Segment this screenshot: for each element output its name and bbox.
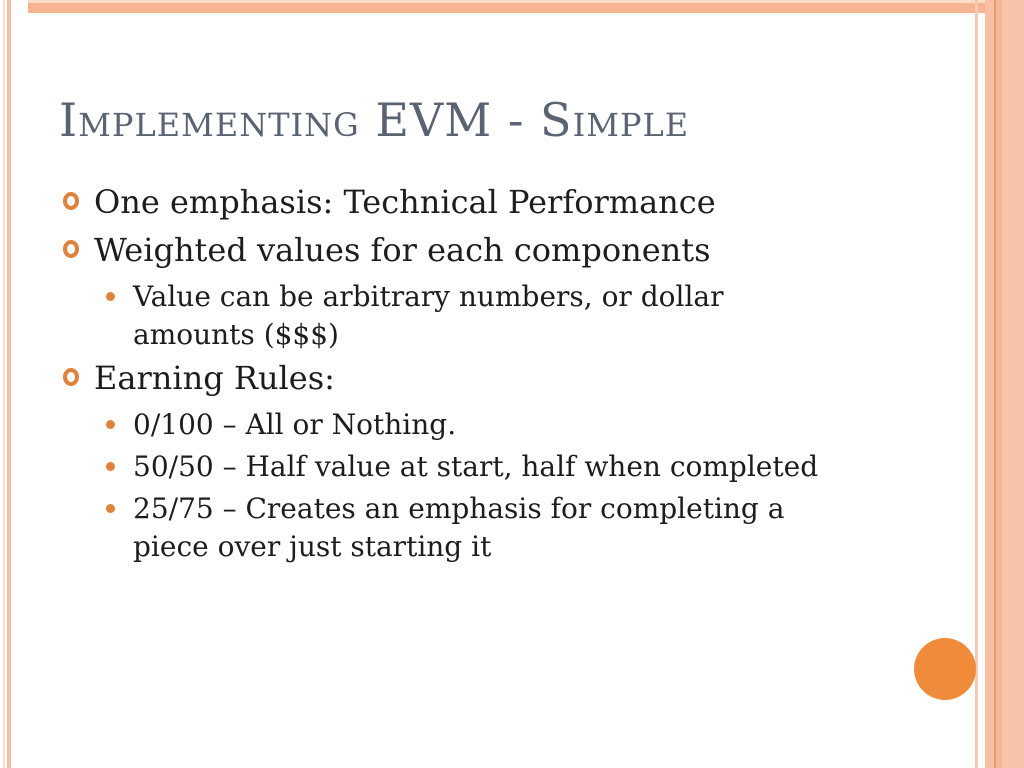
dot-bullet-icon bbox=[106, 462, 115, 471]
ring-bullet-icon bbox=[63, 368, 79, 386]
top-border-bar bbox=[28, 0, 986, 13]
bullet-item bbox=[60, 358, 860, 398]
bullet-text: 50/50 – Half value at start, half when completed bbox=[133, 450, 819, 483]
slide-title: Implementing EVM - Simple bbox=[59, 93, 690, 147]
bullet-item bbox=[60, 230, 860, 270]
bullet-item bbox=[60, 182, 860, 222]
dot-bullet-icon bbox=[106, 292, 115, 301]
bullet-item bbox=[60, 406, 860, 444]
right-stripe-band bbox=[985, 0, 1024, 768]
bullet-item bbox=[60, 278, 860, 354]
bullet-item bbox=[60, 490, 860, 566]
bullet-text: Earning Rules: bbox=[94, 359, 335, 397]
bullet-text: Weighted values for each components bbox=[94, 231, 711, 269]
left-pinstripe-thin bbox=[3, 0, 5, 768]
slide-number-circle bbox=[914, 638, 976, 700]
bullet-item bbox=[60, 448, 860, 486]
bullet-list bbox=[60, 182, 860, 570]
bullet-text: One emphasis: Technical Performance bbox=[94, 183, 716, 221]
right-pinstripe-thin bbox=[975, 0, 978, 768]
ring-bullet-icon bbox=[63, 240, 79, 258]
bullet-text: 0/100 – All or Nothing. bbox=[133, 408, 457, 441]
ring-bullet-icon bbox=[63, 192, 79, 210]
dot-bullet-icon bbox=[106, 504, 115, 513]
bullet-text: Value can be arbitrary numbers, or dollar amounts ($$$) bbox=[133, 280, 724, 351]
bullet-text: 25/75 – Creates an emphasis for completing a piece over just starting it bbox=[133, 492, 785, 563]
dot-bullet-icon bbox=[106, 420, 115, 429]
left-pinstripe-thick bbox=[7, 0, 11, 768]
